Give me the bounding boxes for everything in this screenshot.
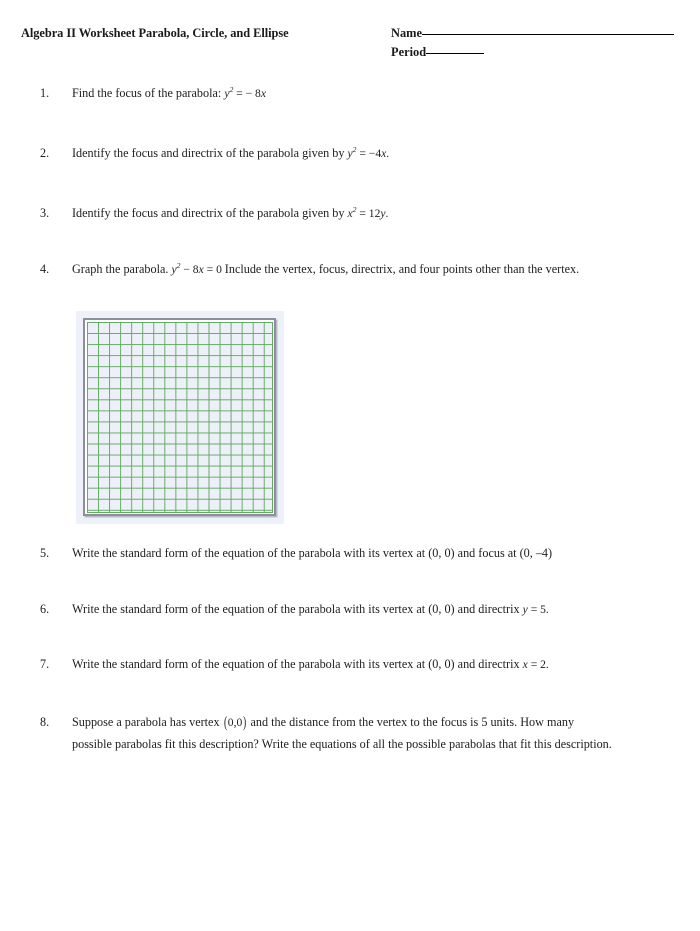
worksheet-header <box>0 26 700 68</box>
question-body <box>72 601 660 618</box>
question-item-1 <box>40 85 640 102</box>
question-equation: $y^2 - 8x = 0$ <box>171 261 222 276</box>
question-number: 1. <box>40 86 50 100</box>
question-number: 7. <box>40 657 50 671</box>
question-body <box>72 656 660 673</box>
question-item-6 <box>40 601 660 618</box>
question-item-3 <box>40 205 640 222</box>
name-label: Name <box>391 26 422 40</box>
page-title: Algebra II Worksheet Parabola, Circle, and Ellipse <box>21 26 289 40</box>
question-equation: $x^2 = 12y$. <box>347 205 389 220</box>
question-equation: $y^2$ = − 8x <box>224 85 266 100</box>
question-text-line2: possible parabolas fit this description? Write the equations of all the possible parabolas that fit this description. <box>72 737 612 751</box>
question-text: Identify the focus and directrix of the parabola given by <box>72 206 345 220</box>
question-number: 3. <box>40 206 50 220</box>
question-item-2 <box>40 145 640 162</box>
question-body: Write the standard form of the equation of the parabola with its vertex at (0, 0) and focus at (0, –4) <box>72 546 553 560</box>
question-body <box>72 261 660 278</box>
name-blank-line[interactable] <box>422 34 674 35</box>
question-text-tail: and the distance from the vertex to the focus is 5 units. How many <box>250 715 575 729</box>
question-text-tail: Include the vertex, focus, directrix, and four points other than the vertex. <box>224 262 580 276</box>
period-field <box>391 45 484 60</box>
question-equation: y = 5. <box>522 603 549 616</box>
question-text: Write the standard form of the equation of the parabola with its vertex at (0, 0) and directrix <box>72 657 520 671</box>
question-item-7 <box>40 656 660 673</box>
question-number: 5. <box>40 546 50 560</box>
period-label: Period <box>391 45 427 59</box>
question-body <box>72 145 640 162</box>
question-equation: $y^2 = -4x$. <box>347 145 390 160</box>
question-text: Find the focus of the parabola: <box>72 86 222 100</box>
question-number: 2. <box>40 146 50 160</box>
question-text: Identify the focus and directrix of the parabola given by <box>72 146 345 160</box>
graph-paper-gridlines <box>87 322 273 513</box>
period-blank-line[interactable] <box>426 53 484 54</box>
question-item-8 <box>40 714 680 753</box>
question-item-5 <box>40 545 660 562</box>
question-equation: (0,0) <box>223 714 247 731</box>
question-equation: x = 2. <box>522 658 549 671</box>
question-text: Graph the parabola. <box>72 262 169 276</box>
question-body <box>72 714 680 731</box>
question-item-4 <box>40 261 660 278</box>
question-body <box>72 85 640 102</box>
question-number: 4. <box>40 262 50 276</box>
question-text: Suppose a parabola has vertex <box>72 715 220 729</box>
graph-paper-graphic <box>76 311 284 524</box>
question-text: Write the standard form of the equation of the parabola with its vertex at (0, 0) and directrix <box>72 602 520 616</box>
question-body <box>72 205 640 222</box>
question-number: 6. <box>40 602 50 616</box>
name-field <box>391 26 674 41</box>
graph-paper-frame <box>83 318 276 516</box>
question-number: 8. <box>40 715 50 729</box>
